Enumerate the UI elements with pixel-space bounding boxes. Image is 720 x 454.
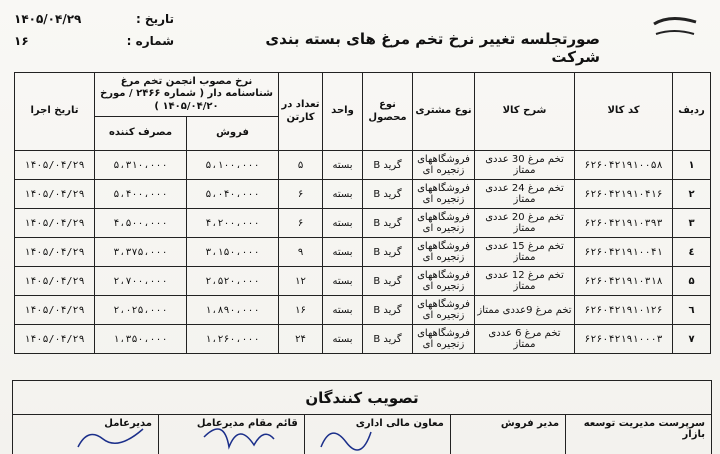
row-sale-price: ۳،۱۵۰،۰۰۰ [187,238,279,267]
company-logo-icon [650,10,700,50]
table-row [15,151,711,180]
table-row [15,209,711,238]
row-product-type: گرید B [363,151,413,180]
row-unit: بسته [323,238,363,267]
header-code: کد کالا [575,73,673,151]
row-exec-date: ۱۴۰۵/۰۴/۲۹ [15,180,95,209]
row-code: ۶۲۶۰۴۲۱۹۱۰۱۲۶ [575,296,673,325]
row-customer-type: فروشگاههای زنجیره ای [413,267,475,296]
row-sale-price: ۵،۰۴۰،۰۰۰ [187,180,279,209]
header-sale: فروش [187,117,279,151]
row-unit: بسته [323,180,363,209]
date-value: ۱۴۰۵/۰۴/۲۹ [14,12,82,26]
row-unit: بسته [323,151,363,180]
number-row [14,30,174,52]
table-row [15,296,711,325]
header-unit: واحد [323,73,363,151]
row-description: تخم مرغ 30 عددی ممتاز [475,151,575,180]
row-product-type: گرید B [363,238,413,267]
row-carton-count: ۶ [279,180,323,209]
row-index: ۳ [673,209,711,238]
row-exec-date: ۱۴۰۵/۰۴/۲۹ [15,238,95,267]
row-sale-price: ۲،۵۲۰،۰۰۰ [187,267,279,296]
signature-deputy-ceo: قائم مقام مدیرعامل [158,415,304,454]
document-title: صورتجلسه تغییر نرخ تخم مرغ های بسته بندی شرکت [265,30,600,66]
header-exec-date: تاریخ اجرا [15,73,95,151]
row-customer-type: فروشگاههای زنجیره ای [413,296,475,325]
date-row [14,8,174,30]
row-code: ۶۲۶۰۴۲۱۹۱۰۳۱۸ [575,267,673,296]
row-consumer-price: ۲،۰۲۵،۰۰۰ [95,296,187,325]
row-customer-type: فروشگاههای زنجیره ای [413,209,475,238]
number-value: ۱۶ [14,34,29,48]
row-carton-count: ۶ [279,209,323,238]
row-description: تخم مرغ 6 عددی ممتاز [475,325,575,354]
row-carton-count: ۹ [279,238,323,267]
row-code: ۶۲۶۰۴۲۱۹۱۰۰۰۳ [575,325,673,354]
row-description: تخم مرغ 9عددی ممتاز [475,296,575,325]
document-meta [14,8,174,52]
row-carton-count: ۱۶ [279,296,323,325]
approvers-box [12,380,712,454]
header-consumer: مصرف کننده [95,117,187,151]
row-exec-date: ۱۴۰۵/۰۴/۲۹ [15,267,95,296]
approvers-title: تصویب کنندگان [13,381,711,415]
row-consumer-price: ۴،۵۰۰،۰۰۰ [95,209,187,238]
table-row [15,238,711,267]
row-index: ٤ [673,238,711,267]
row-exec-date: ۱۴۰۵/۰۴/۲۹ [15,151,95,180]
table-row [15,325,711,354]
row-customer-type: فروشگاههای زنجیره ای [413,325,475,354]
signature-sales-manager: مدیر فروش [450,415,565,454]
header-row-number: ردیف [673,73,711,151]
row-customer-type: فروشگاههای زنجیره ای [413,180,475,209]
row-sale-price: ۵،۱۰۰،۰۰۰ [187,151,279,180]
row-carton-count: ۱۲ [279,267,323,296]
row-sale-price: ۱،۸۹۰،۰۰۰ [187,296,279,325]
header-approved-rate: نرخ مصوب انجمن تخم مرغ شناسنامه دار ( شماره ۲۴۶۶ / مورخ ۱۴۰۵/۰۴/۲۰ ) [95,73,279,117]
row-consumer-price: ۳،۳۷۵،۰۰۰ [95,238,187,267]
row-sale-price: ۴،۲۰۰،۰۰۰ [187,209,279,238]
row-description: تخم مرغ 15 عددی ممتاز [475,238,575,267]
row-index: ۲ [673,180,711,209]
row-code: ۶۲۶۰۴۲۱۹۱۰۳۹۳ [575,209,673,238]
row-unit: بسته [323,296,363,325]
row-index: ۷ [673,325,711,354]
row-code: ۶۲۶۰۴۲۱۹۱۰۰۵۸ [575,151,673,180]
header-product-type: نوع محصول [363,73,413,151]
row-product-type: گرید B [363,325,413,354]
header-carton-count: تعداد در کارتن [279,73,323,151]
table-row [15,267,711,296]
date-label: تاریخ : [135,12,174,26]
price-table [14,72,711,354]
row-index: ۵ [673,267,711,296]
row-carton-count: ۲۴ [279,325,323,354]
table-row [15,180,711,209]
row-consumer-price: ۵،۳۱۰،۰۰۰ [95,151,187,180]
row-unit: بسته [323,209,363,238]
row-product-type: گرید B [363,209,413,238]
row-customer-type: فروشگاههای زنجیره ای [413,151,475,180]
signature-scrawl-icon [311,417,391,454]
signature-ceo: مدیرعامل [13,415,158,454]
row-consumer-price: ۱،۳۵۰،۰۰۰ [95,325,187,354]
row-product-type: گرید B [363,180,413,209]
row-exec-date: ۱۴۰۵/۰۴/۲۹ [15,325,95,354]
row-carton-count: ۵ [279,151,323,180]
row-code: ۶۲۶۰۴۲۱۹۱۰۴۱۶ [575,180,673,209]
row-description: تخم مرغ 20 عددی ممتاز [475,209,575,238]
signature-finance-deputy: معاون مالی اداری [304,415,450,454]
row-unit: بسته [323,325,363,354]
header-description: شرح کالا [475,73,575,151]
row-exec-date: ۱۴۰۵/۰۴/۲۹ [15,296,95,325]
signature-row [13,415,711,454]
signature-scrawl-icon [73,417,153,454]
row-code: ۶۲۶۰۴۲۱۹۱۰۰۴۱ [575,238,673,267]
signature-scrawl-icon [199,417,279,454]
row-product-type: گرید B [363,296,413,325]
row-sale-price: ۱،۲۶۰،۰۰۰ [187,325,279,354]
header-customer-type: نوع مشتری [413,73,475,151]
row-index: ٦ [673,296,711,325]
row-index: ۱ [673,151,711,180]
row-exec-date: ۱۴۰۵/۰۴/۲۹ [15,209,95,238]
row-unit: بسته [323,267,363,296]
signature-market-dev: سرپرست مدیریت توسعه بازار [565,415,711,454]
row-product-type: گرید B [363,267,413,296]
row-consumer-price: ۲،۷۰۰،۰۰۰ [95,267,187,296]
row-consumer-price: ۵،۴۰۰،۰۰۰ [95,180,187,209]
row-description: تخم مرغ 12 عددی ممتاز [475,267,575,296]
row-customer-type: فروشگاههای زنجیره ای [413,238,475,267]
row-description: تخم مرغ 24 عددی ممتاز [475,180,575,209]
number-label: شماره : [126,34,174,48]
